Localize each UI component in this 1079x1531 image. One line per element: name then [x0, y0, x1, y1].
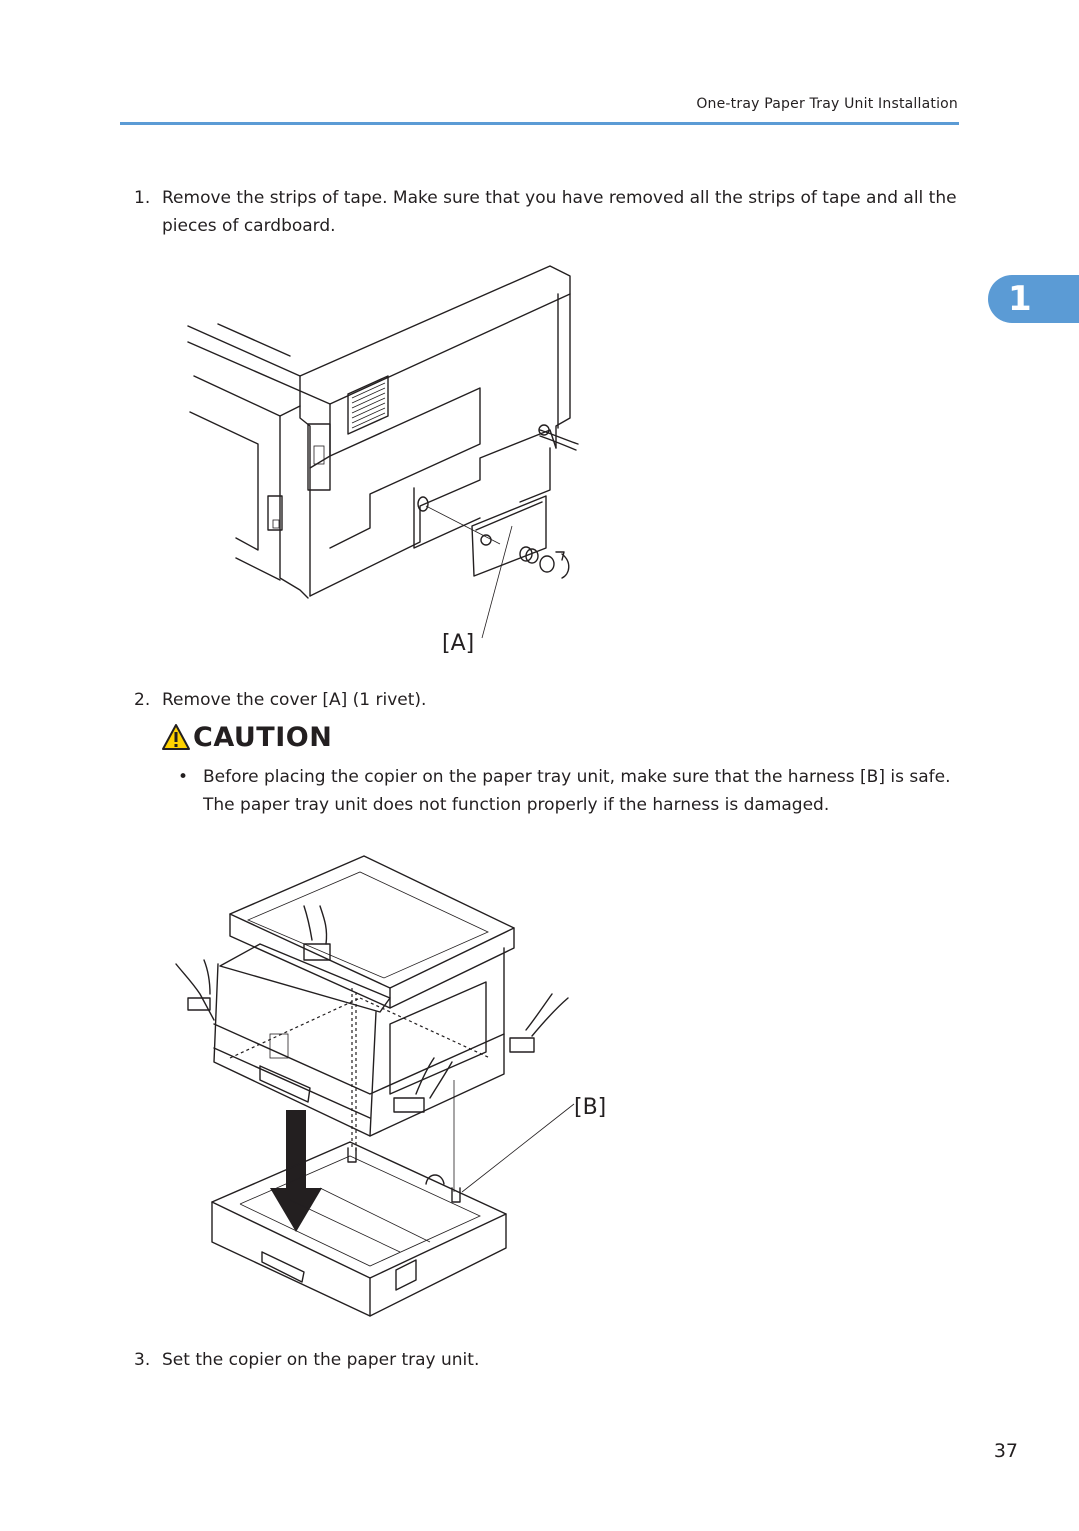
callout-a: [A]: [442, 631, 475, 656]
hand-icon: [510, 994, 568, 1052]
paper-tray-unit: [212, 1142, 506, 1278]
warning-triangle-icon: [161, 723, 191, 751]
hand-icon: [394, 1058, 452, 1112]
step-number: 3.: [134, 1350, 151, 1370]
bullet-icon: •: [178, 767, 189, 787]
step-number: 2.: [134, 690, 151, 710]
caution-text: Before placing the copier on the paper tray unit, make sure that the harness [B] is safe. The paper tray unit does not function properly if the harness is damaged.: [203, 767, 951, 815]
chapter-tab[interactable]: 1: [988, 275, 1079, 323]
figure-set-copier: [170, 848, 620, 1320]
header-rule: [120, 122, 959, 125]
step-number: 1.: [134, 188, 151, 208]
caution-label: CAUTION: [193, 721, 333, 753]
step-2: [134, 686, 959, 714]
running-header: One-tray Paper Tray Unit Installation: [696, 96, 958, 112]
step-3: [134, 1346, 959, 1374]
step-1: [134, 184, 959, 236]
figure-cover-removal: [180, 258, 590, 658]
step-text: Remove the strips of tape. Make sure that you have removed all the strips of tape and all the pieces of cardboard.: [162, 188, 957, 236]
down-arrow-icon: [270, 1110, 322, 1232]
hand-icon: [304, 906, 330, 960]
step-text: Remove the cover [A] (1 rivet).: [162, 690, 427, 710]
vent-grille: [348, 376, 388, 434]
page-number: 37: [993, 1440, 1018, 1462]
hand-icon: [176, 960, 214, 1020]
caution-heading: [161, 720, 332, 754]
callout-b: [B]: [574, 1095, 607, 1120]
step-text: Set the copier on the paper tray unit.: [162, 1350, 480, 1370]
